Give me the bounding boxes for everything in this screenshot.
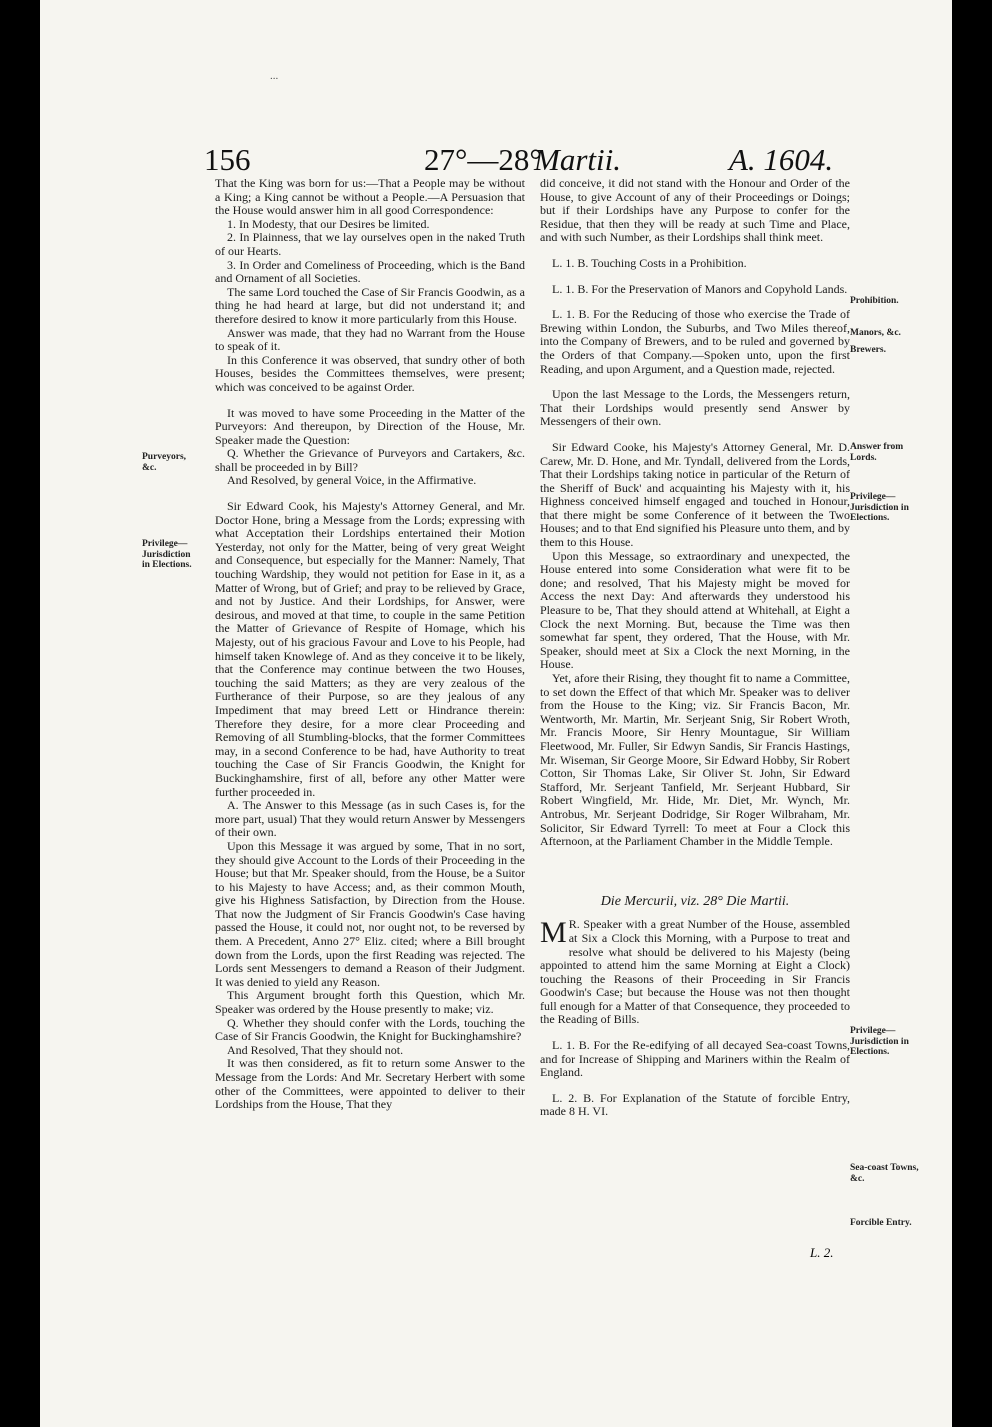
paragraph — [540, 918, 850, 1027]
margin-note-seacoast: Sea-coast Towns, &c. — [850, 1163, 919, 1184]
paragraph: 2. In Plainness, that we lay ourselves open in the naked Truth of our Hearts. — [215, 230, 525, 258]
margin-note-prohibition: Prohibition. — [850, 296, 899, 306]
bill-entry: L. 1. B. Touching Costs in a Prohibition. — [552, 255, 747, 270]
paragraph: Q. Whether the Grievance of Purveyors and Cartakers, &c. shall be proceeded in by Bill? — [215, 446, 525, 474]
paragraph: Answer was made, that they had no Warrant from the House to speak of it. — [215, 325, 525, 354]
margin-note-privilege: Privilege—Jurisdiction in Elections. — [142, 539, 192, 570]
drop-cap: M — [540, 916, 567, 950]
paragraph: Sir Edward Cook, his Majesty's Attorney General, and Mr. Doctor Hone, bring a Message from the Lords; expressing with what Acceptation their Lordships entertained their Motion Yesterday, not only for the Matter, being of very great Weight and Consequence, but especially for the Manner: Namely, That touching Wardship, they would not petition for Ease in it, as a Matter of Wrong, but of Grief; and pray to be relieved by Grace, and not by Justice. And their Lordships, for Answer, were desirous, and moved at that time, to couple in the same Petition the Matter of Grievance of Respite of Homage, which his Majesty, out of his gracious Favour and Love to his People, had himself taken Knowlege of. And as they conceive it to be likely, that the Conference may continue between the two Houses, touching the said Matters; as they are very zealous of the Furtherance of their Purpose, so are they jealous of any Impediment that may breed Lett or Hindrance therein: Therefore they desire, for a more clear Proceeding and Removing of all Stumbling-blocks, that the former Committees may, in a second Conference to be had, have Authority to treat touching the Case of Sir Francis Goodwin, the Knight for Buckinghamshire, first of all, before any other Matter were further proceeded in. — [215, 499, 525, 799]
bill-entry: L. 1. B. For the Reducing of those who exercise the Trade of Brewing within London, the Suburbs, and Two Miles thereof, into the Company of Brewers, and to be ruled and governed by the Orders of that Company.—Spoken unto, upon the first Reading, and upon Argument, and a Question made, rejected. — [540, 307, 850, 376]
margin-note-privilege: Privilege—Jurisdiction in Elections. — [850, 1026, 909, 1057]
margin-note-manors: Manors, &c. — [850, 328, 901, 338]
header-date: 27°—28° — [424, 142, 542, 177]
bill-entry: L. 1. B. For the Re-edifying of all decayed Sea-coast Towns, and for Increase of Shipping and Mariners within the Realm of England. — [540, 1038, 850, 1080]
header-month: Martii. — [534, 142, 621, 177]
document-page — [40, 0, 952, 1427]
right-column — [540, 177, 850, 1119]
paragraph: Upon this Message it was argued by some, That in no sort, they should give Account to the Lords of their Proceeding in the House; but that Mr. Speaker should, from the House, be a Suitor to his Majesty to have Access; and, as their common Mouth, give his Highness Satisfaction, by Direction from the House. That now the Judgment of Sir Francis Goodwin's Case having passed the House, it could not, nor ought not, to be reversed by them. A Precedent, Anno 27° Eliz. cited; where a Bill brought down from the Lords, upon the first Reading was rejected. The Lords sent Messengers to demand a Reason of their Judgment. It was denied to yield any Reason. — [215, 838, 525, 989]
header-year: A. 1604. — [729, 142, 834, 177]
bill-entry: L. 1. B. For the Preservation of Manors and Copyhold Lands. — [552, 281, 848, 296]
paragraph-text: R. Speaker with a great Number of the House, assembled at Six a Clock this Morning, with a Purpose to treat and resolve what should be delivered to his Majesty (being appointed to attend him the same Morning at Eight a Clock) touching the Reasons of their Proceeding in Sir Francis Goodwin's Case; but because the House was not then thought full enough for a Matter of that Consequence, they proceeded to the Reading of Bills. — [540, 917, 850, 1027]
paragraph: It was moved to have some Proceeding in the Matter of the Purveyors: And thereupon, by Direction of the House, Mr. Speaker made the Question: — [215, 405, 525, 447]
margin-note-purveyors: Purveyors, &c. — [142, 452, 187, 473]
paragraph: Sir Edward Cooke, his Majesty's Attorney General, Mr. D. Carew, Mr. D. Hone, and Mr. Tyndall, delivered from the Lords, That their Lordships taking notice in particular of the Return of the Sheriff of Buck' and acquainting his Majesty with it, his Highness conceived himself engaged and touched in Honour, that there might be some Conference of it between the Two Houses; and to that End signified his Pleasure unto them, and by them to this House. — [540, 439, 850, 550]
paragraph: A. The Answer to this Message (as in such Cases is, for the more part, usual) That they would return Answer by Messengers of their own. — [215, 798, 525, 840]
paragraph: It was then considered, as fit to return some Answer to the Message from the Lords: And Mr. Secretary Herbert with some other of the Committees, were appointed to deliver to their Lordships from the House, That they — [215, 1056, 525, 1112]
left-column — [215, 177, 525, 1112]
paragraph: The same Lord touched the Case of Sir Francis Goodwin, as a thing he had heard at large, but did not understand it; and therefore desired to know it more particularly from this House. — [215, 284, 525, 326]
paragraph: 3. In Order and Comeliness of Proceeding, which is the Band and Ornament of all Societies. — [215, 257, 525, 286]
bill-entry: L. 2. B. For Explanation of the Statute of forcible Entry, made 8 H. VI. — [540, 1090, 850, 1119]
paragraph: Yet, afore their Rising, they thought fit to name a Committee, to set down the Effect of that which Mr. Speaker was to deliver from the House to the King; viz. Sir Francis Bacon, Mr. Wentworth, Mr. Martin, Mr. Serjeant Snig, Sir Robert Wroth, Mr. Francis Moore, Sir Henry Mountague, Sir William Fleetwood, Mr. Fuller, Sir Edwyn Sandis, Sir Francis Hastings, Mr. Wiseman, Sir George Moore, Sir Edward Hobby, Sir Robert Cotton, Sir Thomas Lake, Sir Oliver St. John, Sir Edward Stafford, Mr. Serjeant Tanfield, Mr. Serjeant Hubbard, Sir Robert Wingfield, Mr. Hide, Mr. Diet, Mr. Wynch, Mr. Antrobus, Mr. Serjeant Dodridge, Sir Roger Wilbraham, Mr. Solicitor, Sir Edward Tyrrell: To meet at Four a Clock this Afternoon, at the Parliament Chamber in the Middle Temple. — [540, 671, 850, 849]
paragraph: And Resolved, by general Voice, in the Affirmative. — [227, 473, 477, 488]
margin-note-answer: Answer from Lords. — [850, 442, 904, 463]
paragraph: In this Conference it was observed, that sundry other of both Houses, besides the Committees themselves, were present; which was conceived to be against Order. — [215, 352, 525, 394]
paragraph: And Resolved, That they should not. — [227, 1042, 404, 1057]
page-number: 156 — [204, 142, 251, 177]
paragraph: 1. In Modesty, that our Desires be limited. — [227, 216, 430, 231]
paragraph: Upon this Message, so extraordinary and unexpected, the House entered into some Consideration what were fit to be done; and resolved, That his Majesty might be moved for Access the next Day: And afterwards they understood his Pleasure to be, That they should attend at Whitehall, at Eight a Clock the next Morning. But, because the Time was then somewhat far spent, they ordered, That the House, with Mr. Speaker, should meet at Six a Clock the next Morning, in the House. — [540, 548, 850, 672]
catchword: L. 2. — [810, 1245, 834, 1260]
section-heading: Die Mercurii, viz. 28° Die Martii. — [600, 893, 790, 909]
paragraph: did conceive, it did not stand with the Honour and Order of the House, to give Account of any of their Proceedings or Doings; but if their Lordships have any Purpose to confer for the Residue, that then they will be ready at such Time and Place, and with such Number, as their Lordships shall think meet. — [540, 176, 850, 245]
paragraph: This Argument brought forth this Question, which Mr. Speaker was ordered by the House presently to make; viz. — [215, 988, 525, 1017]
paragraph: Upon the last Message to the Lords, the Messengers return, That their Lordships would presently send Answer by Messengers of their own. — [540, 387, 850, 429]
margin-note-forcible: Forcible Entry. — [850, 1218, 912, 1228]
ink-mark: ... — [270, 70, 279, 82]
margin-note-brewers: Brewers. — [850, 345, 886, 355]
paragraph: Q. Whether they should confer with the Lords, touching the Case of Sir Francis Goodwin, the Knight for Buckinghamshire? — [215, 1015, 525, 1044]
margin-note-privilege: Privilege—Jurisdiction in Elections. — [850, 492, 909, 523]
paragraph: That the King was born for us:—That a People may be without a King; a King cannot be without a People.—A Persuasion that the House would answer him in all good Correspondence: — [215, 176, 525, 218]
